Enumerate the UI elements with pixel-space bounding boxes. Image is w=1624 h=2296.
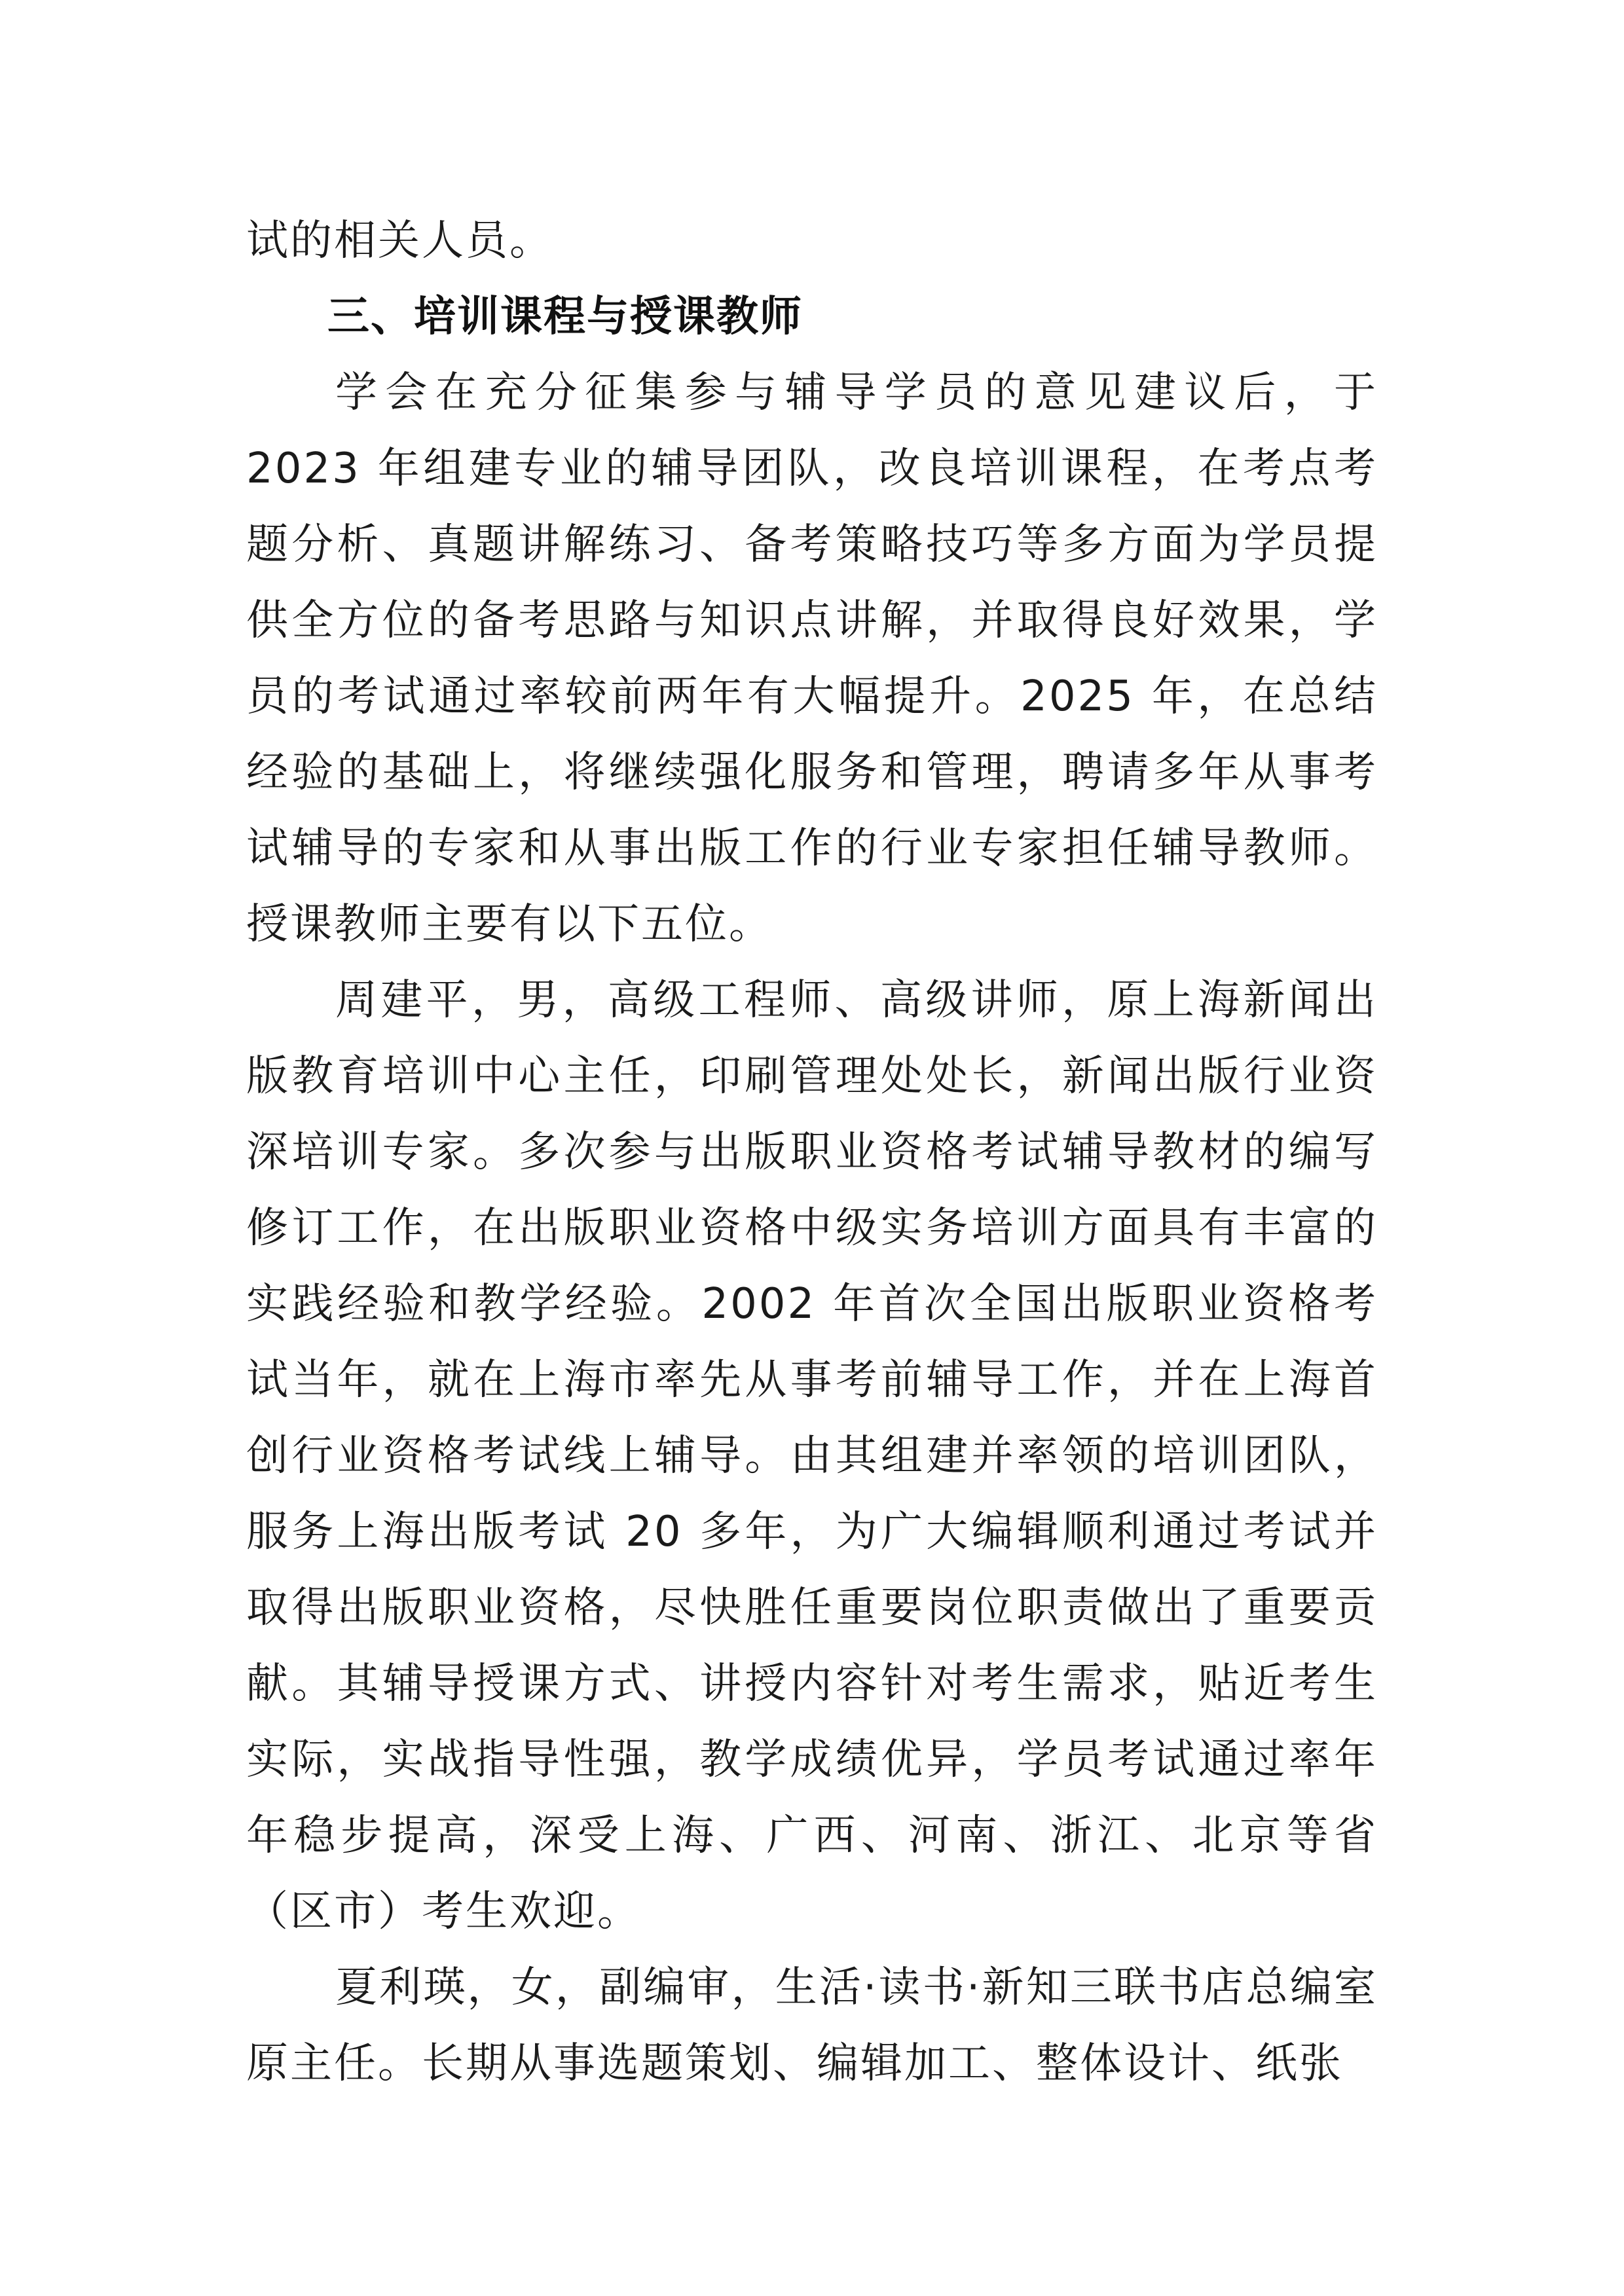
paragraph-teacher-xia: 夏利瑛，女，副编审，生活·读书·新知三联书店总编室原主任。长期从事选题策划、编辑加工、整体设计、纸张 <box>246 1963 1378 2088</box>
section-heading: 三、培训课程与授课教师 <box>327 293 803 341</box>
paragraph-teacher-zhou: 周建平，男，高级工程师、高级讲师，原上海新闻出版教育培训中心主任，印刷管理处处长，新闻出版行业资深培训专家。多次参与出版职业资格考试辅导教材的编写修订工作，在出版职业资格中级实务培训方面具有丰富的实践经验和教学经验。2002 年首次全国出版职业资格考试当年，就在上海市率先从事考前辅导工作，并在上海首创行业资格考试线上辅导。由其组建并率领的培训团队，服务上海出版考试 20 多年，为广大编辑顺利通过考试并取得出版职业资格，尽快胜任重要岗位职责做出了重要贡献。其辅导授课方式、讲授内容针对考生需求，贴近考生实际，实战指导性强，教学成绩优异，学员考试通过率年年稳步提高，深受上海、广西、河南、浙江、北京等省（区市）考生欢迎。 <box>246 976 1378 1936</box>
paragraph-training-intro: 学会在充分征集参与辅导学员的意见建议后，于 2023 年组建专业的辅导团队，改良培训课程，在考点考题分析、真题讲解练习、备考策略技巧等多方面为学员提供全方位的备考思路与知识点讲解，并取得良好效果，学员的考试通过率较前两年有大幅提升。2025 年，在总结经验的基础上，将继续强化服务和管理，聘请多年从事考试辅导的专家和从事出版工作的行业专家担任辅导教师。授课教师主要有以下五位。 <box>246 369 1378 949</box>
lead-fragment: 试的相关人员。 <box>246 217 553 265</box>
document-page <box>246 203 1378 2102</box>
